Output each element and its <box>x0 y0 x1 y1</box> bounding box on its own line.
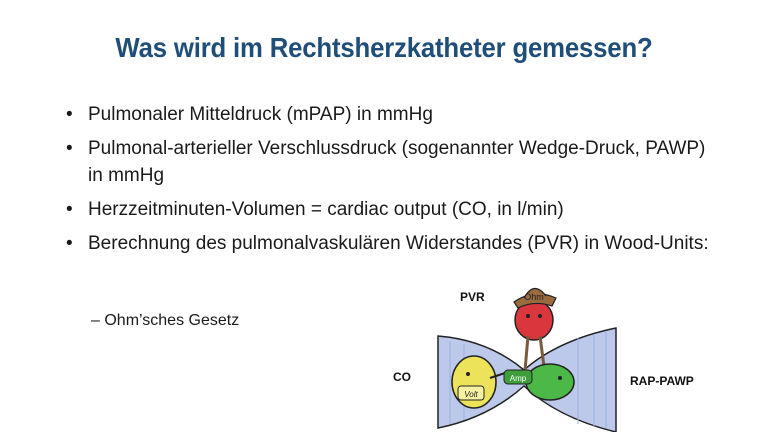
label-pvr: PVR <box>460 290 485 304</box>
volt-text: Volt <box>464 390 478 399</box>
label-rap-pawp: RAP-PAWP <box>630 374 694 388</box>
bullet-text: Pulmonaler Mitteldruck (mPAP) in mmHg <box>88 104 433 125</box>
bullet-item <box>64 196 724 223</box>
sub-bullet: – Ohm’sches Gesetz <box>91 312 240 329</box>
bullet-item <box>64 101 724 128</box>
bullet-text: Berechnung des pulmonalvaskulären Widerstandes (PVR) in Wood-Units: <box>88 233 709 254</box>
bullet-text: Pulmonal-arterieller Verschlussdruck (sogenannter Wedge-Druck, PAWP) in mmHg <box>88 138 706 186</box>
bullet-dot-icon: • <box>66 138 73 159</box>
label-co: CO <box>393 370 411 384</box>
amp-text: Amp <box>509 374 527 383</box>
bullet-list <box>64 101 724 264</box>
bullet-text: Herzzeitminuten-Volumen = cardiac output (CO, in l/min) <box>88 199 564 220</box>
bullet-dot-icon: • <box>66 233 73 254</box>
hat-text: Ohm <box>524 292 544 302</box>
bullet-item <box>64 230 724 257</box>
slide-title: Was wird im Rechtsherzkatheter gemessen? <box>115 32 653 63</box>
bullet-item <box>64 135 724 189</box>
bullet-dot-icon: • <box>66 104 73 125</box>
bullet-dot-icon: • <box>66 199 73 220</box>
ohms-law-illustration <box>428 278 628 432</box>
